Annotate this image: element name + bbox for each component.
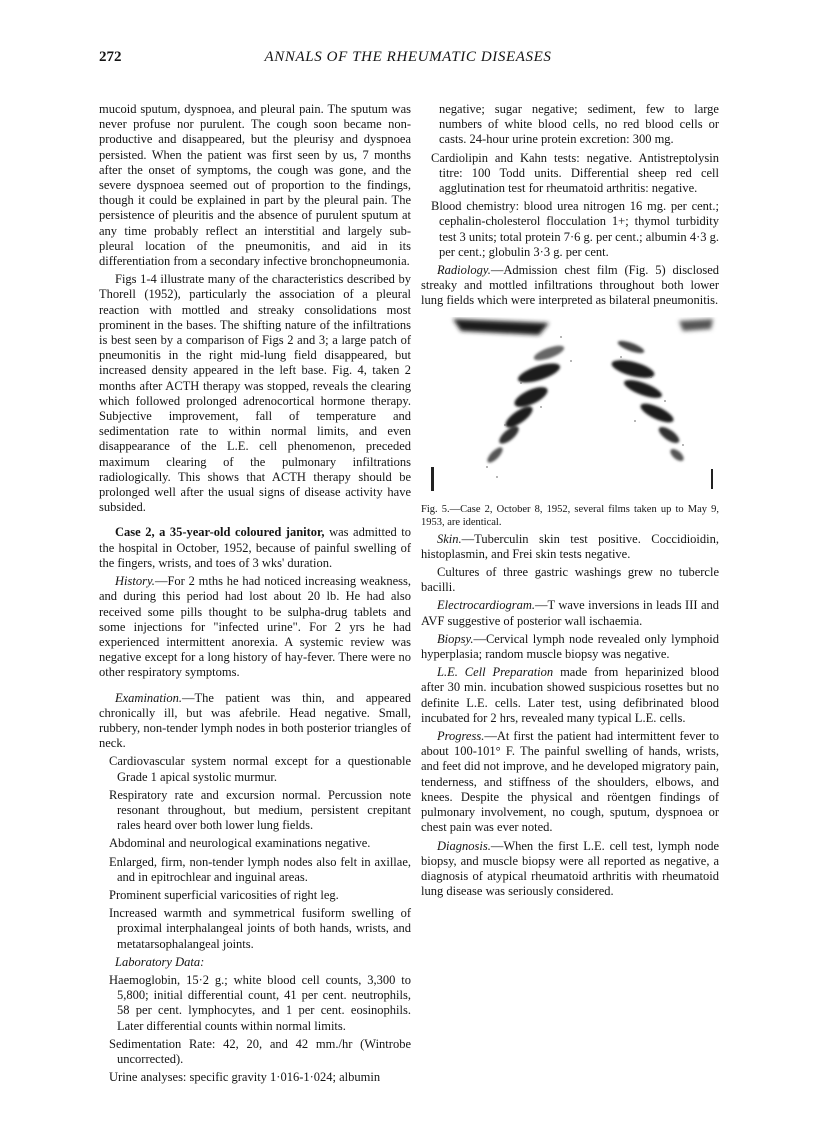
skin-text: —Tuberculin skin test positive. Coccidioidin, histoplasmin, and Frei skin tests negative. (421, 531, 719, 561)
right-lung-infiltrate (616, 338, 645, 355)
exam-item: Prominent superficial varicosities of right leg. (109, 887, 339, 902)
ecg-text: —T wave inversions in leads III and AVF suggestive of posterior wall ischaemia. (421, 598, 719, 628)
diagnosis-text: —When the first L.E. cell test, lymph node biopsy, and muscle biopsy were all reported as negative, a diagnosis of atypical rheumatoid arthritis with rheumatoid lung disease was seriously considered. (421, 838, 719, 899)
le-cell-heading: L.E. Cell Preparation (437, 665, 554, 680)
right-column (421, 102, 719, 902)
examination-text: —The patient was thin, and appeared chronically ill, but was afebrile. Head negative. Small, rubbery, non-tender lymph nodes in both posterior triangles of neck. (99, 690, 411, 751)
paragraph-figures: Figs 1-4 illustrate many of the characteristics described by Thorell (1952), particularly the association of a pleural reaction with mottled and streaky consolidations most prominent in the bases. The shifting nature of the infiltrations is best seen by a comparison of Figs 2 and 3; a large patch of pneumonitis in the right mid-lung field disappeared, but increased density appeared in the left base. Fig. 4, taken 2 months after ACTH therapy was stopped, reveals the clearing which followed prolonged adrenocortical hormone therapy. Subjective improvement, fall of temperature and sedimentation rate to within normal limits, and even disappearance of the L.E. cell phenomenon, preceded maximum clearing of the pulmonary infiltrations radiologically. This shows that ACTH therapy should be prolonged well after the usual signs of disease activity have subsided. (99, 272, 411, 515)
exam-item: Respiratory rate and excursion normal. Percussion note resonant throughout, but medium, persistent crepitant rales heard over both lower lung fields. (109, 787, 411, 833)
left-lung-infiltrate (485, 445, 505, 465)
right-lung-infiltrate (622, 376, 664, 401)
examination-paragraph (99, 691, 411, 752)
diagnosis-heading: Diagnosis. (437, 838, 491, 853)
right-lung-infiltrate (668, 446, 685, 462)
biopsy-text: —Cervical lymph node revealed only lymphoid hyperplasia; random muscle biopsy was negative. (421, 631, 719, 662)
case-2-lead: Case 2, a 35-year-old coloured janitor, (115, 525, 325, 540)
ecg-heading: Electrocardiogram. (437, 598, 536, 613)
right-clavicle-shadow (679, 319, 713, 331)
history-heading: History. (115, 574, 155, 589)
progress-paragraph (421, 729, 719, 835)
biopsy-heading: Biopsy. (437, 631, 474, 646)
right-lung-infiltrate (656, 424, 681, 446)
right-edge-mark (711, 469, 713, 489)
left-edge-mark (431, 467, 434, 491)
journal-title: ANNALS OF THE RHEUMATIC DISEASES (264, 49, 552, 65)
page-number: 272 (99, 49, 122, 65)
history-paragraph (99, 574, 411, 680)
left-column (99, 102, 411, 1088)
history-text: —For 2 mths he had noticed increasing weakness, and during this period had lost about 20 lb. He had also received some pills thought to be sulpha-drug tablets and some injections for "infected urine". For 2 yrs he had experienced intermittent anorexia. A systemic review was negative except for a long history of hay-fever. There were no other respiratory symptoms. (99, 574, 411, 680)
right-lung-infiltrate (638, 400, 676, 426)
radiology-paragraph (421, 263, 719, 309)
left-lung-infiltrate (532, 342, 565, 362)
cultures-paragraph: Cultures of three gastric washings grew no tubercle bacilli. (421, 565, 719, 595)
biopsy-paragraph (421, 632, 719, 662)
case-2-text: was admitted to the hospital in October, 1952, because of painful swelling of the fingers, wrists, and toes of 3 wks' duration. (99, 525, 411, 570)
chest-xray-image (421, 317, 719, 495)
skin-heading: Skin. (437, 531, 462, 546)
diagnosis-paragraph (421, 839, 719, 900)
cardiolipin-tests: Cardiolipin and Kahn tests: negative. Antistreptolysin titre: 100 Todd units. Differential sheep red cell agglutination test for rheumatoid arthritis: negative. (431, 150, 719, 196)
left-lung-infiltrate (502, 403, 535, 431)
laboratory-heading: Laboratory Data: (115, 954, 205, 969)
le-cell-paragraph (421, 665, 719, 726)
paragraph-symptoms: mucoid sputum, dyspnoea, and pleural pain. The sputum was never profuse nor purulent. The cough soon became non-productive and disappeared, but the pleurisy and dyspnoea persisted. When the patient was first seen by us, 7 months after the onset of symptoms, the cough was gone, and the severe dyspnoea seemed out of proportion to the findings, though it could be explained in part by the pleural pain. The persistence of pleuritis and the absence of purulent sputum at any time probably reflect an interstitial and largely sub-pleural location of the pneumonitis, and aid in its differentiation from a secondary infective bronchopneumonia. (99, 102, 411, 269)
left-lung-infiltrate (512, 383, 551, 411)
progress-text: —At first the patient had intermittent fever to about 100-101° F. The painful swelling of hands, wrists, and feet did not improve, and he developed migratory pain, tenderness, and stiffness of the shoulders, elbows, and knees. Despite the physical and röentgen findings of pulmonary involvement, no cough, sputum, dyspnoea or chest pain was ever noted. (421, 729, 719, 835)
ecg-paragraph (421, 598, 719, 628)
progress-heading: Progress. (437, 729, 485, 744)
right-lung-infiltrate (610, 356, 656, 381)
case-2-intro (99, 525, 411, 571)
lab-item: Haemoglobin, 15·2 g.; white blood cell counts, 3,300 to 5,800; initial differential count, 41 per cent. neutrophils, 58 per cent. lymphocytes, and 1 per cent. eosinophils. Later differential counts within normal limits. (109, 972, 411, 1033)
chest-xray-figure (421, 317, 719, 495)
figure-caption: Fig. 5.—Case 2, October 8, 1952, several films taken up to May 9, 1953, are identical. (421, 503, 719, 528)
radiology-text: —Admission chest film (Fig. 5) disclosed streaky and mottled infiltrations throughout both lower lung fields which were interpreted as bilateral pneumonitis. (421, 263, 719, 308)
running-header (99, 49, 717, 75)
lab-item: Sedimentation Rate: 42, 20, and 42 mm./hr (Wintrobe uncorrected). (109, 1036, 411, 1066)
exam-item: Cardiovascular system normal except for a questionable Grade 1 apical systolic murmur. (109, 754, 411, 784)
left-lung-infiltrate (516, 359, 562, 386)
lab-item: Urine analyses: specific gravity 1·016-1·024; albumin (109, 1070, 381, 1085)
exam-item: Enlarged, firm, non-tender lymph nodes also felt in axillae, and in epitrochlear and inguinal areas. (109, 854, 411, 884)
exam-item: Abdominal and neurological examinations negative. (109, 836, 371, 851)
le-cell-text: made from heparinized blood after 30 min. incubation showed suspicious rosettes but no definite L.E. cells. Later test, using defibrinated blood incubated for 2 hrs, revealed many typical L.E. cells. (421, 665, 719, 725)
skin-paragraph (421, 532, 719, 562)
blood-chemistry: Blood chemistry: blood urea nitrogen 16 mg. per cent.; cephalin-cholesterol flocculation 1+; thymol turbidity test 3 units; total protein 7·6 g. per cent.; albumin 4·3 g. per cent.; globulin 3·3 g. per cent. (431, 199, 719, 259)
examination-heading: Examination. (115, 690, 183, 705)
exam-item: Increased warmth and symmetrical fusiform swelling of proximal interphalangeal joints of both hands, wrists, and metatarsophalangeal joints. (109, 906, 411, 951)
urine-continued: negative; sugar negative; sediment, few to large numbers of white blood cells, no red blood cells or casts. 24-hour urine protein excretion: 300 mg. (439, 102, 719, 147)
radiology-heading: Radiology. (437, 263, 491, 278)
left-clavicle-shadow (453, 319, 549, 335)
